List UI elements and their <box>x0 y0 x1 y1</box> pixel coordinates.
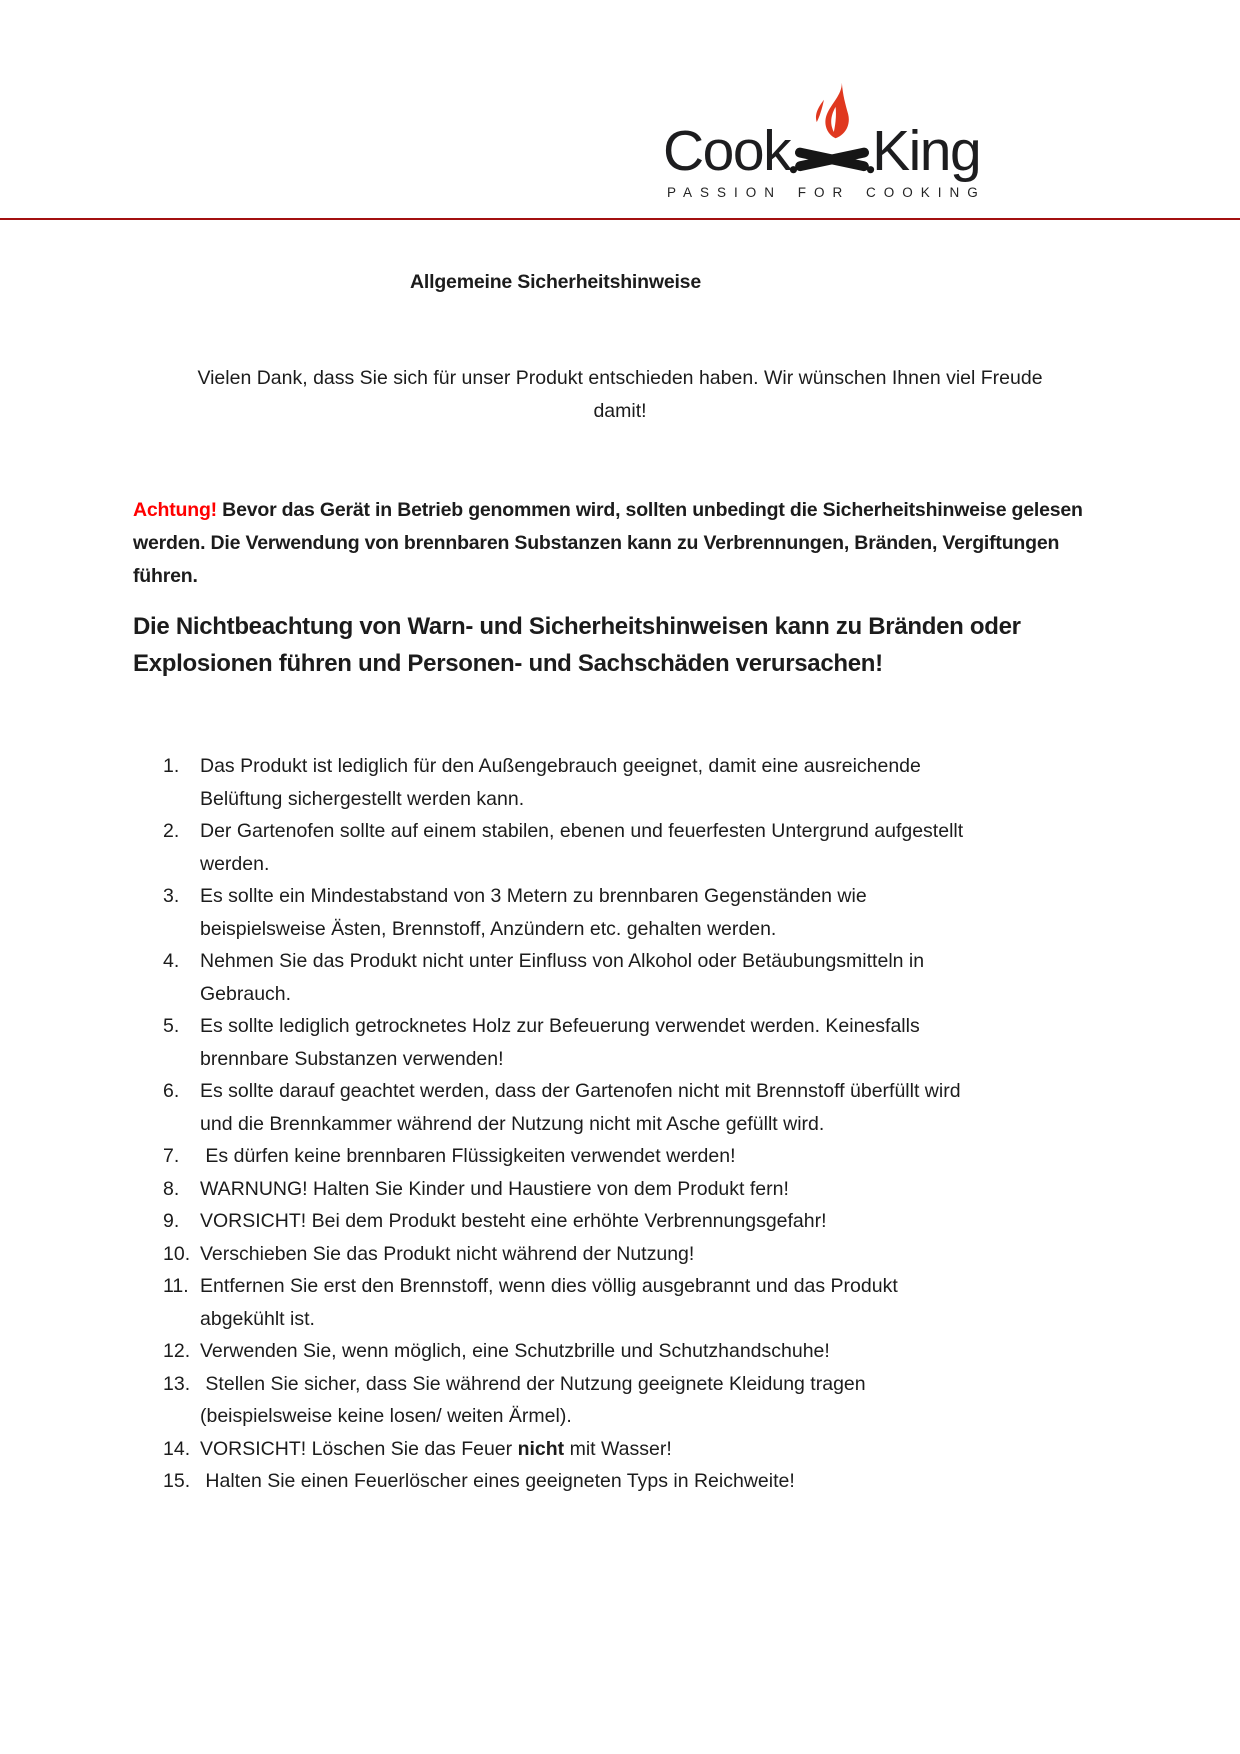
list-item-text: Entfernen Sie erst den Brennstoff, wenn dies völlig ausgebrannt und das Produkt abgekühlt ist. <box>200 1275 904 1330</box>
intro-paragraph: Vielen Dank, dass Sie sich für unser Produkt entschieden haben. Wir wünschen Ihnen viel Freude damit! <box>197 367 1043 422</box>
list-item-text: VORSICHT! Löschen Sie das Feuer nicht mit Wasser! <box>200 1437 672 1460</box>
list-item-number: 14. <box>163 1437 191 1460</box>
list-item-text: Nehmen Sie das Produkt nicht unter Einfluss von Alkohol oder Betäubungsmitteln in Gebrauch. <box>200 950 930 1005</box>
logo-tagline: PASSION FOR COOKING <box>667 185 986 200</box>
list-item <box>163 1010 978 1075</box>
list-item-number: 12. <box>163 1340 191 1362</box>
logo-word-king: King <box>872 119 981 183</box>
list-item-number: 4. <box>163 950 180 972</box>
safety-instructions-list <box>163 750 978 1498</box>
list-item-number: 2. <box>163 820 180 842</box>
list-item <box>163 945 978 1010</box>
list-item-text: Verwenden Sie, wenn möglich, eine Schutzbrille und Schutzhandschuhe! <box>200 1340 830 1362</box>
list-item-number: 6. <box>163 1080 180 1102</box>
list-item <box>163 1075 978 1140</box>
list-item-number: 11. <box>163 1275 189 1297</box>
list-item-number: 7. <box>163 1145 180 1167</box>
list-item-text: Verschieben Sie das Produkt nicht während der Nutzung! <box>200 1242 695 1265</box>
list-item-text: Es sollte lediglich getrocknetes Holz zur Befeuerung verwendet werden. Keinesfalls brennbare Substanzen verwenden! <box>200 1015 926 1070</box>
list-item-number: 1. <box>163 755 180 777</box>
list-item <box>163 1270 978 1335</box>
list-item-text: VORSICHT! Bei dem Produkt besteht eine erhöhte Verbrennungsgefahr! <box>200 1210 827 1232</box>
list-item-text: Das Produkt ist lediglich für den Außengebrauch geeignet, damit eine ausreichende Belüftung sichergestellt werden kann. <box>200 755 927 810</box>
list-item <box>163 1205 978 1238</box>
list-item-number: 15. <box>163 1470 191 1492</box>
logo-word-cook: Cook <box>663 119 791 183</box>
list-item <box>163 1433 978 1466</box>
list-item-text: Halten Sie einen Feuerlöscher eines geeigneten Typs in Reichweite! <box>200 1470 795 1492</box>
list-item-text: Der Gartenofen sollte auf einem stabilen, ebenen und feuerfesten Untergrund aufgestellt werden. <box>200 820 969 875</box>
list-item <box>163 1140 978 1173</box>
list-item-text: Stellen Sie sicher, dass Sie während der Nutzung geeignete Kleidung tragen (beispielsweise keine losen/ weiten Ärmel). <box>200 1372 872 1427</box>
warning-label: Achtung! <box>133 499 217 521</box>
list-item-number: 10. <box>163 1242 191 1265</box>
list-item <box>163 1368 978 1433</box>
list-item-number: 9. <box>163 1210 180 1232</box>
section-heading: Die Nichtbeachtung von Warn- und Sicherheitshinweisen kann zu Bränden oder Explosionen führen und Personen- und Sachschäden verursachen! <box>133 613 1021 677</box>
list-item <box>163 1238 978 1271</box>
warning-text: Bevor das Gerät in Betrieb genommen wird, sollten unbedingt die Sicherheitshinweise gelesen werden. Die Verwendung von brennbaren Substanzen kann zu Verbrennungen, Bränden, Vergiftungen führen. <box>133 499 1083 587</box>
list-item <box>163 1465 978 1498</box>
list-item-number: 3. <box>163 885 180 907</box>
warning-paragraph <box>133 494 1093 593</box>
list-item <box>163 1335 978 1368</box>
list-item <box>163 815 978 880</box>
document-content <box>133 0 1083 1498</box>
list-item-text: WARNUNG! Halten Sie Kinder und Haustiere von dem Produkt fern! <box>200 1177 789 1200</box>
list-item-text: Es sollte darauf geachtet werden, dass der Gartenofen nicht mit Brennstoff überfüllt wird und die Brennkammer während der Nutzung nicht mit Asche gefüllt wird. <box>200 1080 966 1135</box>
list-item <box>163 880 978 945</box>
list-item-text: Es sollte ein Mindestabstand von 3 Metern zu brennbaren Gegenständen wie beispielsweise Ästen, Brennstoff, Anzündern etc. gehalten werden. <box>200 885 873 940</box>
list-item <box>163 750 978 815</box>
list-item-text: Es dürfen keine brennbaren Flüssigkeiten verwendet werden! <box>200 1145 736 1167</box>
list-item-number: 8. <box>163 1177 180 1200</box>
list-item <box>163 1173 978 1206</box>
list-item-number: 5. <box>163 1015 180 1037</box>
list-item-number: 13. <box>163 1372 191 1395</box>
page-title: Allgemeine Sicherheitshinweise <box>410 271 701 293</box>
